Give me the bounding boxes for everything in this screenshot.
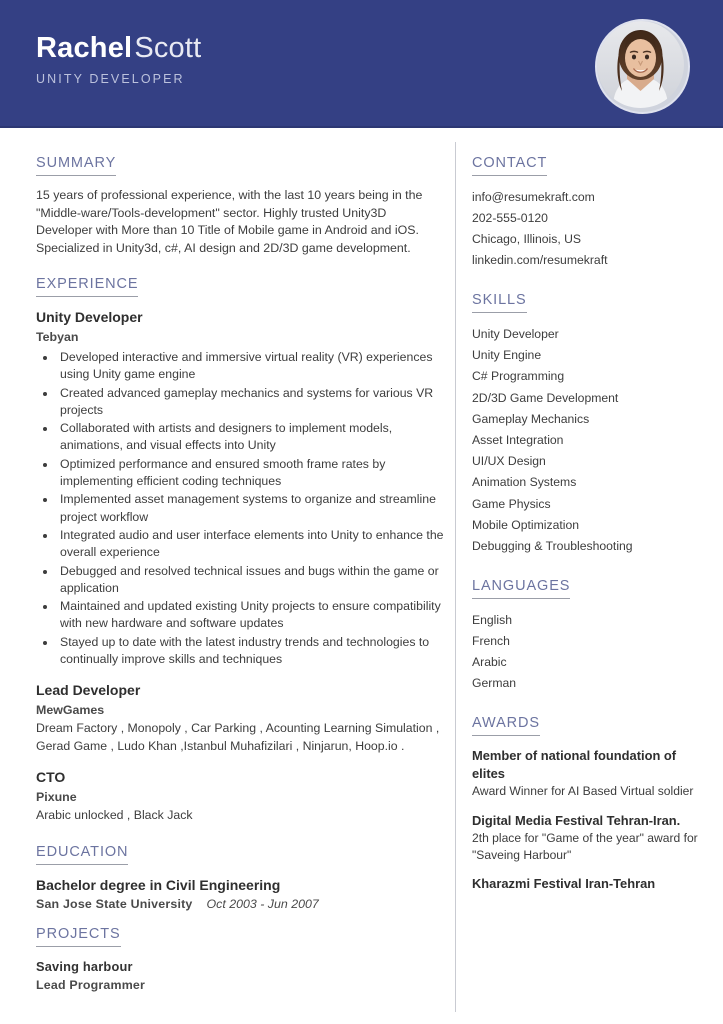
contact-heading: CONTACT [472,155,547,176]
experience-bullet: • Debugged and resolved technical issues and bugs within the game or application [57,563,447,598]
experience-company: MewGames [36,703,105,718]
experience-bullet: • Implemented asset management systems to organize and streamline project workflow [57,491,447,526]
experience-bullet: • Collaborated with artists and designers to implement models, animations, and visual effects into Unity [57,420,447,455]
profile-photo-icon [597,21,684,108]
experience-bullet: • Developed interactive and immersive virtual reality (VR) experiences using Unity game engine [57,349,447,384]
experience-description: Arabic unlocked , Black Jack [36,808,193,823]
skill-item: Debugging & Troubleshooting [472,539,633,554]
experience-job-title: Unity Developer [36,309,143,325]
experience-bullet-list [36,349,447,668]
skill-item: Asset Integration [472,433,564,448]
education-dates: Oct 2003 - Jun 2007 [206,896,319,911]
languages-heading: LANGUAGES [472,578,570,599]
skills-heading: SKILLS [472,292,527,313]
first-name: Rachel [36,32,133,64]
award-description: 2th place for "Game of the year" award for "Saveing Harbour" [472,831,698,862]
experience-bullet: • Integrated audio and user interface elements into Unity to enhance the overall experience [57,527,447,562]
experience-job-title: CTO [36,769,66,786]
award-item [472,747,709,800]
section-experience [36,275,447,825]
skill-item: UI/UX Design [472,454,546,469]
experience-heading: EXPERIENCE [36,276,138,297]
award-title: Digital Media Festival Tehran-Iran. [472,812,681,828]
award-item [472,875,709,893]
skill-item: Unity Developer [472,327,559,341]
language-item: Arabic [472,655,507,670]
candidate-name [36,31,201,65]
award-item [472,812,709,864]
language-item: German [472,676,517,691]
candidate-job-title: UNITY DEVELOPER [36,72,185,86]
experience-bullet: • Stayed up to date with the latest industry trends and technologies to continually improve skills and techniques [57,634,447,669]
experience-entry [36,768,447,825]
project-title: Saving harbour [36,958,133,974]
contact-linkedin[interactable]: linkedin.com/resumekraft [472,253,608,267]
left-column [0,154,455,1012]
education-degree: Bachelor degree in Civil Engineering [36,876,281,893]
resume-header [0,0,723,128]
awards-heading: AWARDS [472,715,540,736]
contact-email[interactable]: info@resumekraft.com [472,190,595,204]
contact-location: Chicago, Illinois, US [472,232,582,246]
skill-item: Game Physics [472,496,551,511]
award-title: Kharazmi Festival Iran-Tehran [472,876,656,892]
section-skills [472,291,709,557]
right-column [456,154,723,913]
section-education [36,843,447,911]
project-role: Lead Programmer [36,977,146,992]
experience-bullet: • Optimized performance and ensured smooth frame rates by implementing efficient coding techniques [57,456,447,491]
summary-text: 15 years of professional experience, with the last 10 years being in the "Middle-ware/Tools-development" sector. Highly trusted Unity3D Developer with More than 10 Title of Mobile game in Android and iOS. Specialized in Unity3d, c#, AI design and 2D/3D game development. [36,188,423,255]
last-name: Scott [134,32,202,64]
education-heading: EDUCATION [36,844,128,865]
experience-bullet: • Created advanced gameplay mechanics and systems for various VR projects [57,385,447,420]
projects-heading: PROJECTS [36,926,121,947]
education-school-line [36,897,447,911]
contact-phone[interactable]: 202-555-0120 [472,211,548,225]
skill-item: Animation Systems [472,475,577,490]
language-item: French [472,634,510,649]
section-projects [36,925,447,994]
header-text-block [36,31,201,86]
experience-bullet: • Maintained and updated existing Unity projects to ensure compatibility with new hardware and software updates [57,598,447,633]
skill-item: 2D/3D Game Development [472,390,619,405]
award-title: Member of national foundation of elites [472,748,677,781]
experience-company: Pixune [36,790,77,805]
experience-company: Tebyan [36,330,79,344]
skill-item: Gameplay Mechanics [472,411,590,426]
award-description: Award Winner for AI Based Virtual soldier [472,784,694,799]
section-languages [472,577,709,694]
skill-item: Unity Engine [472,348,542,363]
section-contact [472,154,709,271]
education-school: San Jose State University [36,896,193,911]
summary-heading: SUMMARY [36,155,116,176]
experience-description: Dream Factory , Monopoly , Car Parking , Acounting Learning Simulation , Gerad Game , Ludo Khan ,Istanbul Muhafizilari , Ninjarun, Hoop.io . [36,721,440,753]
experience-entry [36,308,447,668]
section-summary [36,154,447,257]
section-awards [472,714,709,893]
language-item: English [472,613,512,628]
project-item [36,958,447,994]
resume-body [0,128,723,1012]
experience-job-title: Lead Developer [36,682,141,699]
skill-item: C# Programming [472,369,565,384]
skill-item: Mobile Optimization [472,517,580,532]
avatar [595,19,690,114]
experience-entry [36,681,447,755]
